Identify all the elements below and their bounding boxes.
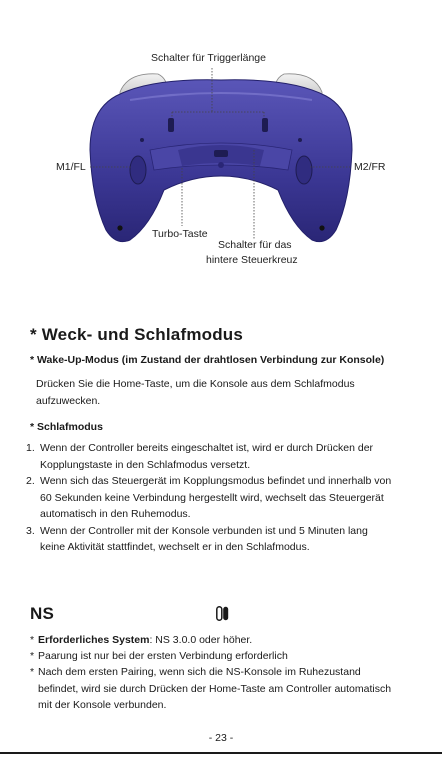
- wake-heading: * Wake-Up-Modus (im Zustand der drahtlosen Verbindung zur Konsole): [30, 354, 385, 366]
- m2-paddle: [296, 156, 312, 184]
- callout-m2: M2/FR: [354, 161, 386, 173]
- requirement-bullet: * Erforderliches System: NS 3.0.0 oder höher.: [30, 634, 253, 646]
- list-item: 2. Wenn sich das Steuergerät im Kopplungsmodus befindet und innerhalb von 60 Sekunden keine Verbindung hergestellt wird, wechselt das Steuergerät automatisch in den Ruhemodus.: [26, 475, 392, 520]
- callout-dpad-switch-2: hintere Steuerkreuz: [206, 254, 298, 266]
- sleep-list: [26, 440, 421, 556]
- callout-dpad-switch-1: Schalter für das: [218, 239, 292, 251]
- wake-text: Drücken Sie die Home-Taste, um die Konsole aus dem Schlafmodus aufzuwecken.: [36, 378, 355, 407]
- controller-rear-figure: [0, 0, 442, 290]
- auto-connect-bullet: * Nach dem ersten Pairing, wenn sich die NS-Konsole im Ruhezustand befindet, wird sie durch Drücken der Home-Taste am Controller automatisch mit der Konsole verbunden.: [30, 666, 392, 711]
- page-number: - 23 -: [208, 732, 234, 744]
- trigger-length-switch-right: [262, 118, 268, 132]
- callout-m1: M1/FL: [56, 161, 86, 173]
- m1-paddle: [130, 156, 146, 184]
- trigger-length-switch-left: [168, 118, 174, 132]
- section-title-ns: NS: [30, 604, 55, 623]
- list-item: 3. Wenn der Controller mit der Konsole verbunden ist und 5 Minuten lang keine Aktivität stattfindet, wechselt er in den Schlafmodus.: [26, 524, 368, 553]
- section-title-sleep-wake: * Weck- und Schlafmodus: [30, 325, 244, 344]
- page-bottom-rule: [0, 752, 442, 754]
- pairing-bullet: * Paarung ist nur bei der ersten Verbindung erforderlich: [30, 650, 288, 662]
- callout-trigger-length-switch: Schalter für Triggerlänge: [151, 52, 266, 64]
- sleep-heading: * Schlafmodus: [30, 421, 103, 433]
- switch-logo-icon: [216, 606, 229, 621]
- list-item: 1. Wenn der Controller bereits eingeschaltet ist, wird er durch Drücken der Kopplungstaste in den Schlafmodus versetzt.: [26, 442, 374, 471]
- callout-turbo: Turbo-Taste: [152, 228, 208, 240]
